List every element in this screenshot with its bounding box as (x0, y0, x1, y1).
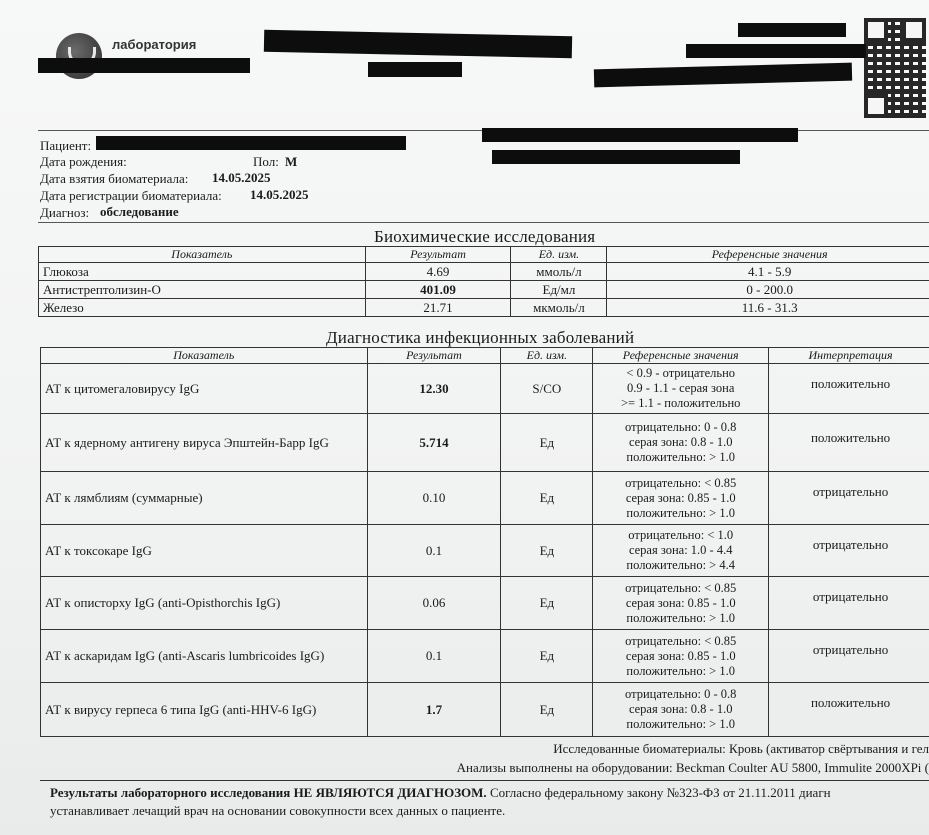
infect-header-row (41, 348, 929, 364)
reference-line: положительно: > 1.0 (626, 610, 735, 625)
test-name: Железо (39, 299, 366, 317)
disclaimer-line-2: устанавливает лечащий врач на основании совокупности всех данных о пациенте. (50, 803, 506, 818)
test-interpretation: отрицательно (769, 525, 929, 577)
reference-line: серая зона: 0.8 - 1.0 (628, 435, 733, 449)
column-header: Результат (365, 247, 511, 263)
test-interpretation: отрицательно (769, 472, 929, 525)
test-unit: ммоль/л (511, 263, 607, 281)
test-interpretation: положительно (769, 683, 929, 737)
redacted-block (368, 62, 462, 77)
test-name: АТ к описторху IgG (anti-Opisthorchis IgG) (41, 577, 368, 630)
test-name: АТ к аскаридам IgG (anti-Ascaris lumbricoides IgG) (41, 630, 368, 683)
sex-value: М (285, 154, 298, 169)
test-reference (593, 683, 769, 737)
diagnosis-value: обследование (100, 204, 179, 219)
test-unit: Ед (501, 630, 593, 683)
qr-finder-icon (864, 18, 888, 42)
test-name: АТ к ядерному антигену вируса Эпштейн-Барр IgG (41, 414, 368, 472)
test-reference (593, 364, 769, 414)
column-header: Показатель (39, 247, 366, 263)
test-name: АТ к вирусу герпеса 6 типа IgG (anti-HHV-6 IgG) (41, 683, 368, 737)
redacted-block (738, 23, 846, 37)
table-row (39, 299, 929, 317)
test-result: 21.71 (365, 299, 511, 317)
reference-line: серая зона: 0.85 - 1.0 (625, 490, 736, 505)
table-row (41, 577, 929, 630)
test-unit: мкмоль/л (511, 299, 607, 317)
reference-line: 0.9 - 1.1 - серая зона (627, 381, 735, 395)
test-result: 401.09 (365, 281, 511, 299)
reference-line: положительно: > 1.0 (626, 505, 735, 520)
redacted-block (594, 63, 852, 88)
test-reference (593, 414, 769, 472)
qr-finder-icon (902, 18, 926, 42)
biomaterials-note: Исследованные биоматериалы: Кровь (активатор свёртывания и гел (553, 741, 929, 756)
collected-date-value: 14.05.2025 (212, 170, 271, 185)
table-row (39, 263, 929, 281)
reference-line: серая зона: 0.85 - 1.0 (625, 648, 736, 663)
redacted-block (686, 44, 866, 58)
column-header: Ед. изм. (501, 348, 593, 364)
column-header: Интерпретация (769, 348, 929, 364)
test-reference (593, 472, 769, 525)
reference-line: отрицательно: < 0.85 (625, 475, 737, 490)
table-row (41, 630, 929, 683)
biochem-header-row (39, 247, 929, 263)
biochem-title: Биохимические исследования (374, 227, 596, 246)
table-row (39, 281, 929, 299)
reference-line: отрицательно: < 0.85 (625, 580, 737, 595)
test-name: Глюкоза (39, 263, 366, 281)
patient-label: Пациент: (40, 138, 92, 153)
test-result: 4.69 (365, 263, 511, 281)
column-header: Ед. изм. (511, 247, 607, 263)
test-name: Антистрептолизин-О (39, 281, 366, 299)
test-result: 0.1 (367, 630, 501, 683)
reference-line: положительно: > 1.0 (626, 663, 735, 678)
test-result: 0.10 (367, 472, 501, 525)
disclaimer-rest: Согласно федеральному закону №323-ФЗ от 21.11.2011 диагн (489, 785, 831, 800)
redacted-block (492, 150, 740, 164)
test-name: АТ к токсокаре IgG (41, 525, 368, 577)
test-unit: Ед (501, 525, 593, 577)
column-header: Показатель (41, 348, 368, 364)
table-row (41, 364, 929, 414)
test-unit: Ед/мл (511, 281, 607, 299)
test-reference: 11.6 - 31.3 (607, 299, 929, 317)
column-header: Референсные значения (607, 247, 929, 263)
qr-code-icon (864, 18, 926, 118)
test-unit: Ед (501, 577, 593, 630)
test-result: 12.30 (367, 364, 501, 414)
disclaimer-bold: Результаты лабораторного исследования НЕ ЯВЛЯЮТСЯ ДИАГНОЗОМ. (50, 785, 487, 800)
info-divider (38, 222, 929, 223)
table-row (41, 525, 929, 577)
lab-logo-text: лаборатория (112, 37, 197, 52)
column-header: Референсные значения (593, 348, 769, 364)
test-result: 1.7 (367, 683, 501, 737)
reference-line: положительно: > 1.0 (626, 450, 735, 464)
reference-line: отрицательно: 0 - 0.8 (625, 420, 737, 434)
column-header: Результат (367, 348, 501, 364)
test-interpretation: отрицательно (769, 630, 929, 683)
test-reference: 0 - 200.0 (607, 281, 929, 299)
reference-line: отрицательно: < 1.0 (628, 528, 734, 542)
collected-date-label: Дата взятия биоматериала: (40, 171, 189, 186)
footer-divider (40, 780, 929, 781)
reference-line: отрицательно: 0 - 0.8 (625, 687, 737, 701)
table-row (41, 414, 929, 472)
reference-line: серая зона: 1.0 - 4.4 (628, 543, 733, 557)
table-row (41, 472, 929, 525)
infect-title: Диагностика инфекционных заболеваний (326, 328, 635, 347)
reference-line: серая зона: 0.8 - 1.0 (628, 702, 733, 716)
reference-line: >= 1.1 - положительно (621, 396, 741, 410)
redacted-block (264, 30, 572, 58)
diagnosis-label: Диагноз: (40, 205, 90, 220)
test-unit: Ед (501, 472, 593, 525)
test-reference (593, 577, 769, 630)
registered-date-value: 14.05.2025 (250, 187, 309, 202)
test-interpretation: отрицательно (769, 577, 929, 630)
test-result: 0.06 (367, 577, 501, 630)
test-unit: Ед (501, 683, 593, 737)
disclaimer-line-1 (50, 785, 831, 801)
reference-line: < 0.9 - отрицательно (626, 366, 736, 380)
table-row (41, 683, 929, 737)
registered-date-label: Дата регистрации биоматериала: (40, 188, 222, 203)
test-result: 5.714 (367, 414, 501, 472)
test-name: АТ к цитомегаловирусу IgG (41, 364, 368, 414)
test-unit: Ед (501, 414, 593, 472)
biochem-table (38, 246, 929, 317)
test-name: АТ к лямблиям (суммарные) (41, 472, 368, 525)
reference-line: серая зона: 0.85 - 1.0 (625, 595, 736, 610)
birth-date-label: Дата рождения: (40, 154, 127, 169)
reference-line: отрицательно: < 0.85 (625, 633, 737, 648)
redacted-block (38, 58, 250, 73)
test-result: 0.1 (367, 525, 501, 577)
redacted-block (482, 128, 798, 142)
reference-line: положительно: > 1.0 (626, 717, 735, 731)
birth-date-value (142, 154, 145, 170)
test-reference (593, 630, 769, 683)
test-reference (593, 525, 769, 577)
test-interpretation: положительно (769, 414, 929, 472)
test-interpretation: положительно (769, 364, 929, 414)
test-unit: S/CO (501, 364, 593, 414)
redacted-block (96, 136, 406, 150)
qr-finder-icon (864, 94, 888, 118)
test-reference: 4.1 - 5.9 (607, 263, 929, 281)
equipment-note: Анализы выполнены на оборудовании: Beckman Coulter AU 5800, Immulite 2000XPi ( (456, 760, 929, 775)
reference-line: положительно: > 4.4 (626, 558, 735, 572)
infect-table (40, 347, 929, 737)
sex-label: Пол: (253, 154, 279, 169)
